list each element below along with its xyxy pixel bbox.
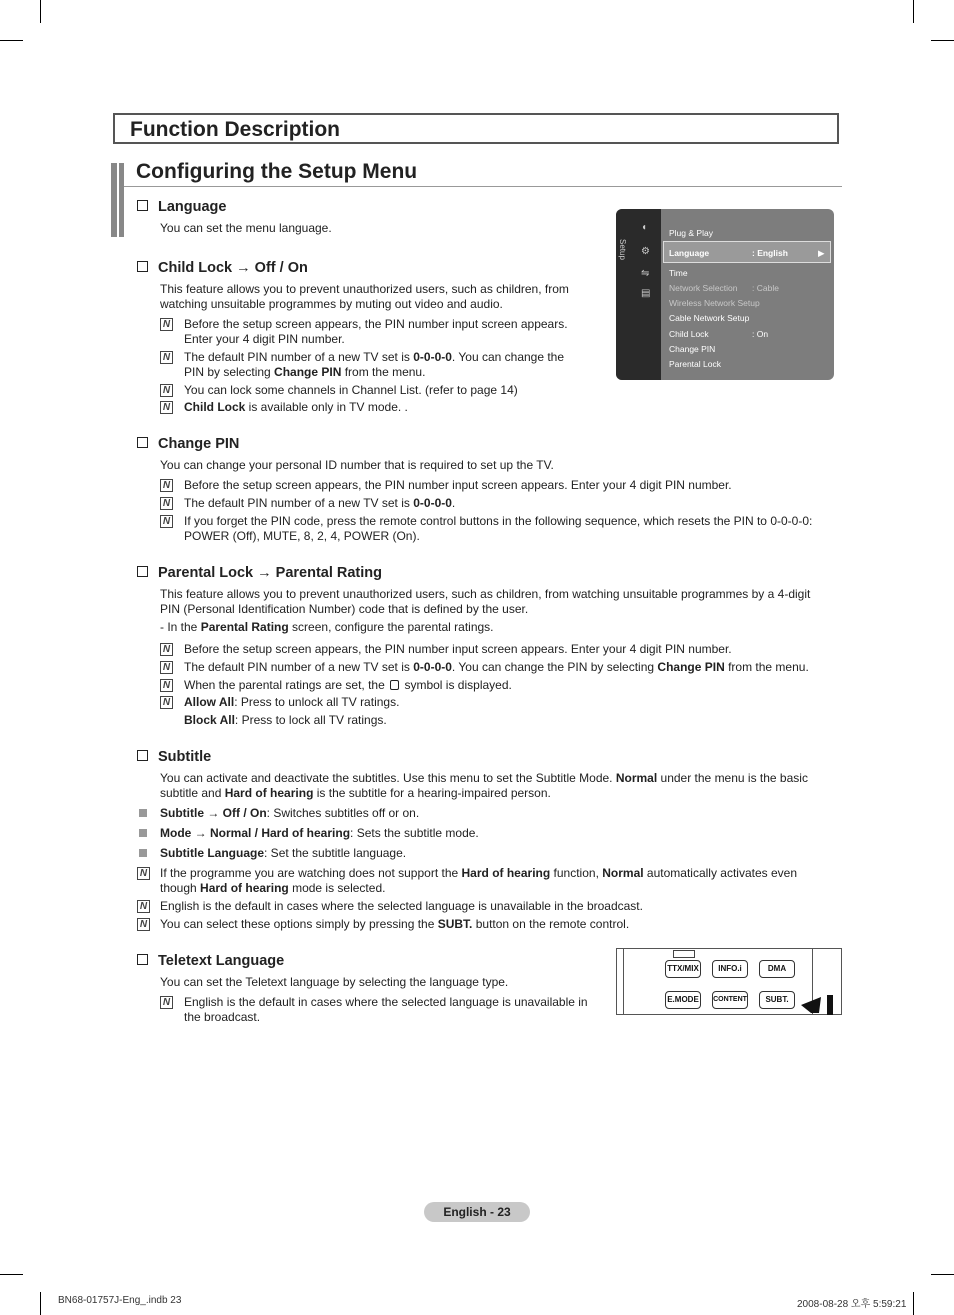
menu-item-language[interactable]: Language: [669, 248, 710, 258]
menu-item-language-value: : English: [752, 248, 788, 258]
subtitle-bullet-3: Subtitle Language: Set the subtitle language.: [160, 846, 407, 860]
dma-button[interactable]: DMA: [759, 960, 795, 978]
note-icon: N: [160, 696, 173, 709]
tv-setup-menu: [616, 209, 834, 380]
section-title: Configuring the Setup Menu: [136, 160, 418, 183]
menu-sidebar: [616, 209, 661, 380]
change-pin-note-3: If you forget the PIN code, press the remote control buttons in the following sequence, which resets the PIN to 0-0-0-0: POWER (Off), MUTE, 8, 2, 4, POWER (On).: [184, 514, 813, 543]
lock-icon: [390, 680, 399, 690]
child-lock-note-2: The default PIN number of a new TV set is 0-0-0-0. You can change the PIN by selecting Change PIN from the menu.: [184, 350, 565, 379]
subtitle-note-3: You can select these options simply by pressing the SUBT. button on the remote control.: [160, 917, 630, 931]
crop-mark: [931, 40, 954, 41]
note-icon: N: [160, 479, 173, 492]
change-pin-desc: You can change your personal ID number that is required to set up the TV.: [160, 458, 554, 472]
language-desc: You can set the menu language.: [160, 221, 332, 235]
application-icon: ▤: [641, 288, 651, 299]
subtitle-bullet-1: Subtitle → Off / On: Switches subtitles off or on.: [160, 806, 420, 820]
footer-file-info: BN68-01757J-Eng_.indb 23: [58, 1295, 182, 1306]
subtitle-note-1: If the programme you are watching does not support the Hard of hearing function, Normal automatically activates even though Hard of hearing mode is selected.: [160, 866, 797, 895]
note-icon: N: [160, 661, 173, 674]
crop-mark: [40, 1292, 41, 1315]
note-icon: N: [160, 351, 173, 364]
pointing-hand-icon: [799, 991, 839, 1015]
menu-item-wireless-network[interactable]: Wireless Network Setup: [669, 298, 760, 308]
child-lock-note-3: You can lock some channels in Channel List. (refer to page 14): [184, 383, 518, 397]
crop-mark: [913, 0, 914, 23]
teletext-desc: You can set the Teletext language by selecting the language type.: [160, 975, 509, 989]
subtitle-bullet-2: Mode → Normal / Hard of hearing: Sets the subtitle mode.: [160, 826, 479, 840]
section-divider: [124, 186, 842, 187]
ttx-mix-button[interactable]: TTX/MIX: [665, 960, 701, 978]
function-description-header: [113, 113, 839, 144]
subt-button[interactable]: SUBT.: [759, 991, 795, 1009]
input-icon: ⇋: [641, 268, 650, 279]
menu-item-plug-play[interactable]: Plug & Play: [669, 228, 713, 238]
footer-timestamp: 2008-08-28 오후 5:59:21: [797, 1299, 907, 1310]
menu-item-child-lock[interactable]: Child Lock: [669, 329, 709, 339]
arrow-right-icon: ▶: [818, 248, 825, 258]
header-title: Function Description: [130, 118, 340, 141]
checkbox-icon: [137, 261, 148, 272]
crop-mark: [913, 1292, 914, 1315]
change-pin-heading: Change PIN: [137, 436, 239, 452]
checkbox-icon: [137, 200, 148, 211]
child-lock-heading: Child Lock → Off / On: [137, 260, 308, 276]
bullet-square-icon: [139, 849, 147, 857]
subtitle-note-2: English is the default in cases where the selected language is unavailable in the broadcast.: [160, 899, 643, 913]
note-icon: N: [160, 996, 173, 1009]
note-icon: N: [160, 679, 173, 692]
note-icon: N: [160, 384, 173, 397]
gear-icon: ⚙: [641, 246, 650, 257]
menu-item-network-value: : Cable: [752, 283, 779, 293]
menu-item-network-selection[interactable]: Network Selection: [669, 283, 738, 293]
section-marker: [111, 163, 125, 237]
parental-note-1: Before the setup screen appears, the PIN number input screen appears. Enter your 4 digit PIN number.: [184, 642, 732, 656]
note-icon: N: [160, 497, 173, 510]
child-lock-note-1: Before the setup screen appears, the PIN number input screen appears. Enter your 4 digit PIN number.: [184, 317, 568, 346]
parental-dash-item: - In the Parental Rating screen, configure the parental ratings.: [160, 620, 494, 634]
checkbox-icon: [137, 437, 148, 448]
parental-lock-heading: Parental Lock → Parental Rating: [137, 565, 382, 581]
menu-item-cable-network[interactable]: Cable Network Setup: [669, 313, 750, 323]
language-heading: Language: [137, 199, 226, 215]
crop-mark: [0, 1274, 23, 1275]
crop-mark: [40, 0, 41, 23]
note-icon: N: [160, 643, 173, 656]
note-icon: N: [160, 515, 173, 528]
parental-note-3: When the parental ratings are set, the symbol is displayed.: [184, 678, 512, 692]
remote-edge: [623, 949, 624, 1014]
note-icon: N: [137, 918, 150, 931]
crop-mark: [0, 40, 23, 41]
e-mode-button[interactable]: E.MODE: [665, 991, 701, 1009]
menu-item-change-pin[interactable]: Change PIN: [669, 344, 716, 354]
change-pin-note-1: Before the setup screen appears, the PIN number input screen appears. Enter your 4 digit PIN number.: [184, 478, 732, 492]
parental-note-block-all: Block All: Press to lock all TV ratings.: [184, 713, 387, 727]
subtitle-desc: You can activate and deactivate the subtitles. Use this menu to set the Subtitle Mode. Normal under the menu is the basic subtitle and Hard of hearing is the subtitle for a hearing-impaired person.: [160, 771, 808, 800]
note-icon: N: [160, 318, 173, 331]
parental-desc: This feature allows you to prevent unauthorized users, such as children, from watching unsuitable programmes by a 4-digit PIN (Personal Identification Number) code that is defined by the user.: [160, 587, 811, 616]
content-button[interactable]: CONTENT: [712, 991, 748, 1009]
child-lock-desc: This feature allows you to prevent unauthorized users, such as children, from watching unsuitable programmes by muting out video and audio.: [160, 282, 569, 311]
parental-note-allow-all: Allow All: Press to unlock all TV ratings.: [184, 695, 400, 709]
checkbox-icon: [137, 750, 148, 761]
bullet-square-icon: [139, 829, 147, 837]
child-lock-note-4: Child Lock is available only in TV mode. .: [184, 400, 408, 414]
picture-icon: ◖: [641, 222, 648, 233]
checkbox-icon: [137, 566, 148, 577]
info-button[interactable]: INFO.i: [712, 960, 748, 978]
teletext-icon: [673, 950, 695, 958]
menu-item-parental-lock[interactable]: Parental Lock: [669, 359, 721, 369]
note-icon: N: [160, 401, 173, 414]
teletext-note-1: English is the default in cases where the selected language is unavailable in the broadcast.: [184, 995, 588, 1024]
subtitle-heading: Subtitle: [137, 749, 211, 765]
bullet-square-icon: [139, 809, 147, 817]
menu-item-time[interactable]: Time: [669, 268, 688, 278]
menu-item-child-lock-value: : On: [752, 329, 769, 339]
note-icon: N: [137, 900, 150, 913]
page-number: English - 23: [424, 1202, 530, 1222]
menu-side-label: Setup: [618, 239, 627, 260]
change-pin-note-2: The default PIN number of a new TV set is 0-0-0-0.: [184, 496, 456, 510]
remote-control-illustration: [616, 948, 842, 1015]
checkbox-icon: [137, 954, 148, 965]
crop-mark: [931, 1274, 954, 1275]
teletext-heading: Teletext Language: [137, 953, 284, 969]
parental-note-2: The default PIN number of a new TV set is 0-0-0-0. You can change the PIN by selecting Change PIN from the menu.: [184, 660, 809, 674]
note-icon: N: [137, 867, 150, 880]
